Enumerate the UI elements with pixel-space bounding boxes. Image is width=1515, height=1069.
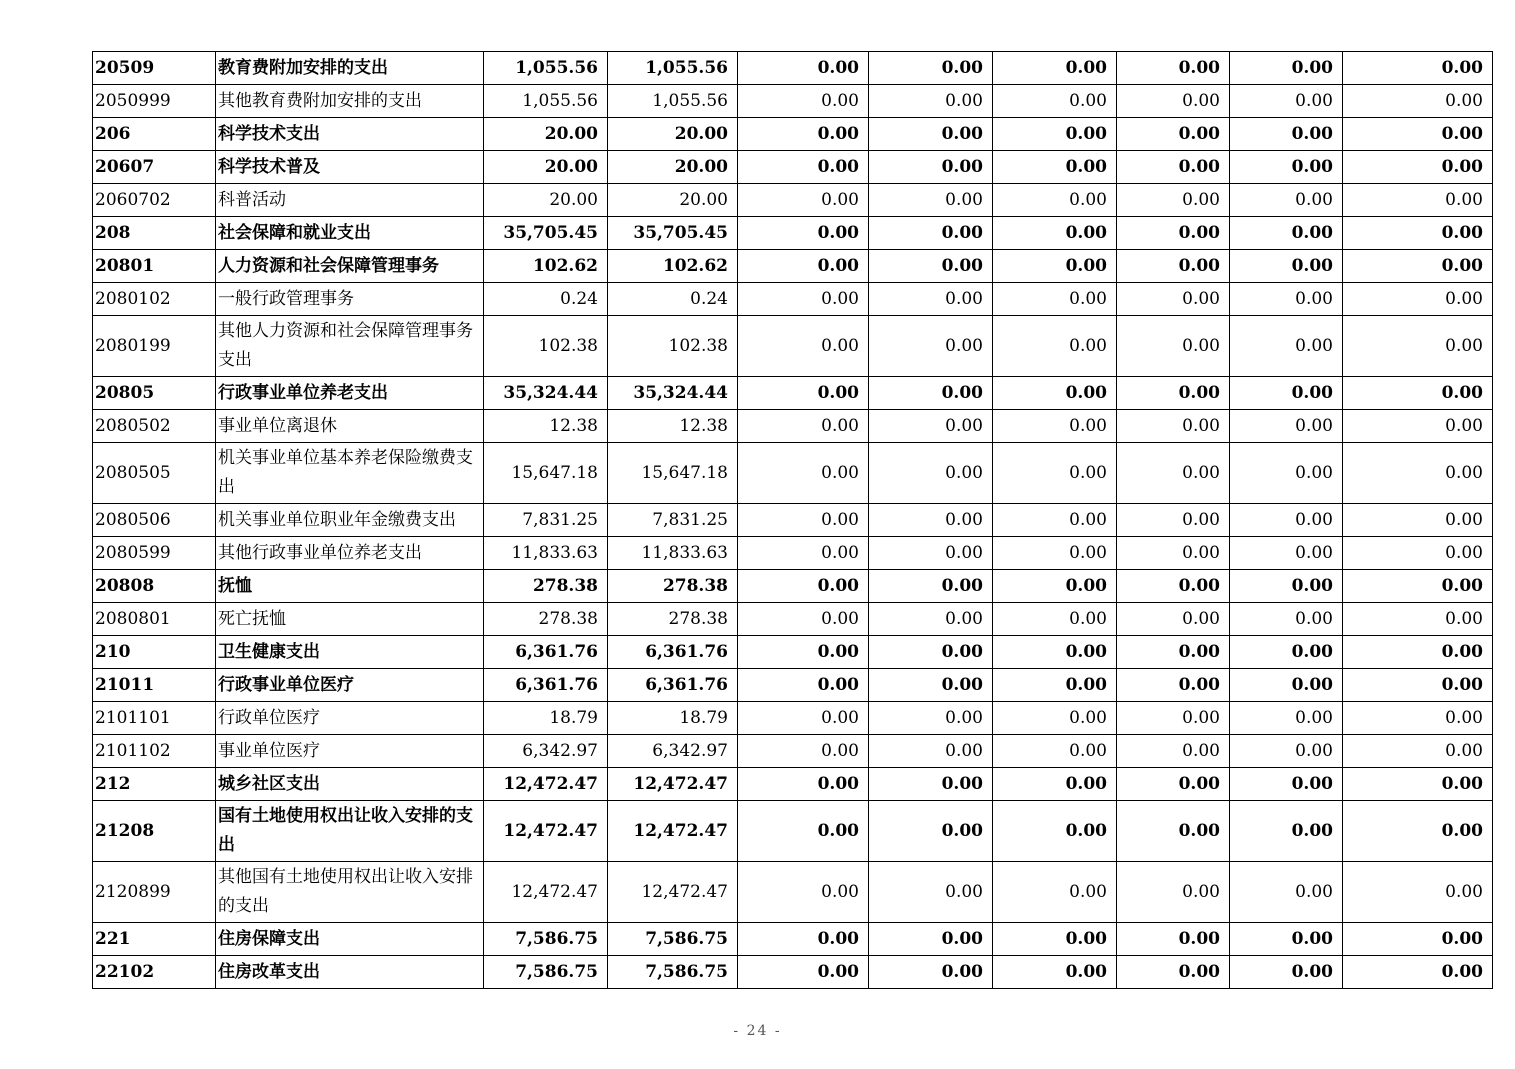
amount-cell: 0.00 bbox=[1230, 956, 1343, 989]
amount-cell: 6,361.76 bbox=[608, 636, 738, 669]
amount-cell: 0.00 bbox=[1343, 537, 1493, 570]
amount-cell: 7,831.25 bbox=[608, 504, 738, 537]
subject-code-cell: 2080506 bbox=[93, 504, 216, 537]
subject-code-cell: 20805 bbox=[93, 377, 216, 410]
amount-cell: 0.00 bbox=[738, 603, 869, 636]
amount-cell: 20.00 bbox=[484, 184, 608, 217]
amount-cell: 0.00 bbox=[1117, 801, 1230, 862]
amount-cell: 0.00 bbox=[993, 118, 1117, 151]
table-row bbox=[93, 801, 1493, 862]
amount-cell: 0.00 bbox=[869, 801, 993, 862]
amount-cell: 1,055.56 bbox=[608, 85, 738, 118]
amount-cell: 0.00 bbox=[738, 217, 869, 250]
amount-cell: 0.00 bbox=[1117, 603, 1230, 636]
amount-cell: 7,586.75 bbox=[608, 956, 738, 989]
table-body bbox=[93, 52, 1493, 989]
amount-cell: 0.00 bbox=[1343, 768, 1493, 801]
amount-cell: 0.00 bbox=[738, 52, 869, 85]
amount-cell: 0.00 bbox=[1230, 570, 1343, 603]
amount-cell: 12,472.47 bbox=[608, 801, 738, 862]
amount-cell: 0.00 bbox=[738, 956, 869, 989]
amount-cell: 0.00 bbox=[1230, 702, 1343, 735]
amount-cell: 0.00 bbox=[869, 504, 993, 537]
amount-cell: 0.00 bbox=[869, 85, 993, 118]
amount-cell: 0.00 bbox=[738, 768, 869, 801]
subject-code-cell: 2080502 bbox=[93, 410, 216, 443]
amount-cell: 0.00 bbox=[1343, 923, 1493, 956]
table-row bbox=[93, 184, 1493, 217]
amount-cell: 15,647.18 bbox=[608, 443, 738, 504]
subject-code-cell: 2080102 bbox=[93, 283, 216, 316]
amount-cell: 0.00 bbox=[1117, 923, 1230, 956]
amount-cell: 0.00 bbox=[1230, 316, 1343, 377]
amount-cell: 0.00 bbox=[1117, 570, 1230, 603]
amount-cell: 278.38 bbox=[608, 570, 738, 603]
amount-cell: 0.00 bbox=[1343, 504, 1493, 537]
table-row bbox=[93, 283, 1493, 316]
amount-cell: 0.00 bbox=[1117, 504, 1230, 537]
subject-code-cell: 22102 bbox=[93, 956, 216, 989]
amount-cell: 0.00 bbox=[869, 118, 993, 151]
amount-cell: 12.38 bbox=[608, 410, 738, 443]
amount-cell: 12,472.47 bbox=[484, 862, 608, 923]
table-row bbox=[93, 862, 1493, 923]
subject-name-cell: 机关事业单位基本养老保险缴费支出 bbox=[216, 443, 484, 504]
subject-name-cell: 科学技术普及 bbox=[216, 151, 484, 184]
subject-name-cell: 行政事业单位医疗 bbox=[216, 669, 484, 702]
amount-cell: 0.00 bbox=[1230, 801, 1343, 862]
amount-cell: 0.00 bbox=[993, 768, 1117, 801]
amount-cell: 0.00 bbox=[1230, 735, 1343, 768]
amount-cell: 102.62 bbox=[608, 250, 738, 283]
amount-cell: 0.00 bbox=[738, 283, 869, 316]
amount-cell: 0.00 bbox=[993, 669, 1117, 702]
subject-name-cell: 社会保障和就业支出 bbox=[216, 217, 484, 250]
table-row bbox=[93, 956, 1493, 989]
amount-cell: 0.00 bbox=[1230, 85, 1343, 118]
amount-cell: 0.00 bbox=[1117, 250, 1230, 283]
subject-code-cell: 206 bbox=[93, 118, 216, 151]
amount-cell: 0.00 bbox=[1117, 768, 1230, 801]
amount-cell: 0.00 bbox=[1343, 184, 1493, 217]
table-row bbox=[93, 603, 1493, 636]
subject-name-cell: 卫生健康支出 bbox=[216, 636, 484, 669]
amount-cell: 0.00 bbox=[738, 443, 869, 504]
amount-cell: 0.00 bbox=[738, 570, 869, 603]
amount-cell: 0.00 bbox=[1117, 669, 1230, 702]
amount-cell: 18.79 bbox=[608, 702, 738, 735]
table-row bbox=[93, 702, 1493, 735]
amount-cell: 0.00 bbox=[993, 52, 1117, 85]
amount-cell: 18.79 bbox=[484, 702, 608, 735]
amount-cell: 12,472.47 bbox=[484, 801, 608, 862]
amount-cell: 278.38 bbox=[608, 603, 738, 636]
amount-cell: 0.00 bbox=[869, 702, 993, 735]
amount-cell: 6,361.76 bbox=[484, 636, 608, 669]
amount-cell: 12,472.47 bbox=[608, 768, 738, 801]
amount-cell: 0.00 bbox=[1343, 862, 1493, 923]
subject-name-cell: 科学技术支出 bbox=[216, 118, 484, 151]
amount-cell: 0.00 bbox=[1117, 537, 1230, 570]
subject-name-cell: 行政事业单位养老支出 bbox=[216, 377, 484, 410]
amount-cell: 0.00 bbox=[1343, 85, 1493, 118]
subject-code-cell: 2060702 bbox=[93, 184, 216, 217]
amount-cell: 0.00 bbox=[1230, 217, 1343, 250]
amount-cell: 0.00 bbox=[1343, 603, 1493, 636]
amount-cell: 0.00 bbox=[1230, 768, 1343, 801]
amount-cell: 0.00 bbox=[1343, 316, 1493, 377]
amount-cell: 0.00 bbox=[993, 316, 1117, 377]
amount-cell: 12.38 bbox=[484, 410, 608, 443]
amount-cell: 20.00 bbox=[484, 151, 608, 184]
amount-cell: 0.00 bbox=[738, 250, 869, 283]
amount-cell: 0.00 bbox=[869, 410, 993, 443]
amount-cell: 20.00 bbox=[608, 151, 738, 184]
amount-cell: 0.00 bbox=[869, 735, 993, 768]
amount-cell: 0.00 bbox=[1343, 669, 1493, 702]
amount-cell: 0.00 bbox=[1230, 636, 1343, 669]
amount-cell: 0.00 bbox=[738, 801, 869, 862]
amount-cell: 0.00 bbox=[869, 283, 993, 316]
amount-cell: 0.00 bbox=[993, 537, 1117, 570]
amount-cell: 0.00 bbox=[993, 603, 1117, 636]
amount-cell: 0.00 bbox=[1343, 52, 1493, 85]
amount-cell: 0.00 bbox=[869, 443, 993, 504]
subject-code-cell: 2080801 bbox=[93, 603, 216, 636]
amount-cell: 12,472.47 bbox=[608, 862, 738, 923]
amount-cell: 0.00 bbox=[1343, 250, 1493, 283]
subject-name-cell: 其他人力资源和社会保障管理事务支出 bbox=[216, 316, 484, 377]
amount-cell: 0.00 bbox=[869, 377, 993, 410]
amount-cell: 0.00 bbox=[738, 636, 869, 669]
amount-cell: 102.38 bbox=[484, 316, 608, 377]
table-row bbox=[93, 52, 1493, 85]
amount-cell: 0.00 bbox=[1343, 151, 1493, 184]
page-number: - 24 - bbox=[733, 1023, 782, 1039]
amount-cell: 0.00 bbox=[869, 250, 993, 283]
subject-code-cell: 208 bbox=[93, 217, 216, 250]
amount-cell: 7,586.75 bbox=[484, 956, 608, 989]
amount-cell: 0.00 bbox=[869, 217, 993, 250]
amount-cell: 0.00 bbox=[869, 956, 993, 989]
table-row bbox=[93, 443, 1493, 504]
amount-cell: 35,324.44 bbox=[484, 377, 608, 410]
amount-cell: 0.00 bbox=[993, 283, 1117, 316]
amount-cell: 0.00 bbox=[869, 52, 993, 85]
amount-cell: 0.00 bbox=[738, 923, 869, 956]
amount-cell: 0.00 bbox=[993, 636, 1117, 669]
subject-code-cell: 212 bbox=[93, 768, 216, 801]
amount-cell: 7,586.75 bbox=[608, 923, 738, 956]
amount-cell: 0.00 bbox=[1230, 283, 1343, 316]
amount-cell: 0.00 bbox=[1343, 956, 1493, 989]
amount-cell: 0.00 bbox=[738, 377, 869, 410]
amount-cell: 0.00 bbox=[869, 151, 993, 184]
amount-cell: 0.00 bbox=[869, 537, 993, 570]
subject-code-cell: 2120899 bbox=[93, 862, 216, 923]
amount-cell: 0.00 bbox=[869, 923, 993, 956]
amount-cell: 0.00 bbox=[1117, 377, 1230, 410]
amount-cell: 278.38 bbox=[484, 603, 608, 636]
table-row bbox=[93, 151, 1493, 184]
amount-cell: 0.00 bbox=[1230, 151, 1343, 184]
subject-code-cell: 20808 bbox=[93, 570, 216, 603]
amount-cell: 0.00 bbox=[1230, 443, 1343, 504]
amount-cell: 35,324.44 bbox=[608, 377, 738, 410]
subject-name-cell: 教育费附加安排的支出 bbox=[216, 52, 484, 85]
amount-cell: 0.00 bbox=[993, 923, 1117, 956]
amount-cell: 0.00 bbox=[1117, 151, 1230, 184]
table-row bbox=[93, 85, 1493, 118]
amount-cell: 0.00 bbox=[738, 316, 869, 377]
amount-cell: 0.00 bbox=[869, 603, 993, 636]
subject-code-cell: 20607 bbox=[93, 151, 216, 184]
amount-cell: 0.00 bbox=[1117, 956, 1230, 989]
amount-cell: 11,833.63 bbox=[608, 537, 738, 570]
table-row bbox=[93, 735, 1493, 768]
table-row bbox=[93, 118, 1493, 151]
amount-cell: 0.00 bbox=[993, 85, 1117, 118]
amount-cell: 0.00 bbox=[1117, 52, 1230, 85]
subject-code-cell: 2101101 bbox=[93, 702, 216, 735]
subject-name-cell: 国有土地使用权出让收入安排的支出 bbox=[216, 801, 484, 862]
amount-cell: 0.00 bbox=[1230, 250, 1343, 283]
subject-name-cell: 机关事业单位职业年金缴费支出 bbox=[216, 504, 484, 537]
amount-cell: 15,647.18 bbox=[484, 443, 608, 504]
subject-name-cell: 其他教育费附加安排的支出 bbox=[216, 85, 484, 118]
amount-cell: 0.00 bbox=[993, 504, 1117, 537]
amount-cell: 0.00 bbox=[869, 636, 993, 669]
amount-cell: 0.00 bbox=[1343, 443, 1493, 504]
subject-code-cell: 21011 bbox=[93, 669, 216, 702]
amount-cell: 0.00 bbox=[1117, 702, 1230, 735]
amount-cell: 6,361.76 bbox=[484, 669, 608, 702]
amount-cell: 0.00 bbox=[993, 217, 1117, 250]
amount-cell: 0.00 bbox=[1343, 702, 1493, 735]
amount-cell: 102.38 bbox=[608, 316, 738, 377]
amount-cell: 20.00 bbox=[608, 118, 738, 151]
amount-cell: 7,831.25 bbox=[484, 504, 608, 537]
amount-cell: 0.00 bbox=[869, 768, 993, 801]
amount-cell: 0.00 bbox=[1230, 410, 1343, 443]
amount-cell: 6,342.97 bbox=[484, 735, 608, 768]
amount-cell: 0.00 bbox=[738, 85, 869, 118]
amount-cell: 0.00 bbox=[1230, 537, 1343, 570]
amount-cell: 0.00 bbox=[1343, 118, 1493, 151]
subject-code-cell: 2080199 bbox=[93, 316, 216, 377]
amount-cell: 0.00 bbox=[738, 669, 869, 702]
amount-cell: 12,472.47 bbox=[484, 768, 608, 801]
amount-cell: 0.00 bbox=[993, 443, 1117, 504]
amount-cell: 0.00 bbox=[869, 669, 993, 702]
amount-cell: 0.00 bbox=[993, 801, 1117, 862]
amount-cell: 0.00 bbox=[738, 735, 869, 768]
amount-cell: 0.00 bbox=[1117, 410, 1230, 443]
table-row bbox=[93, 504, 1493, 537]
amount-cell: 0.00 bbox=[1230, 184, 1343, 217]
table-row bbox=[93, 377, 1493, 410]
amount-cell: 0.00 bbox=[738, 702, 869, 735]
amount-cell: 0.00 bbox=[993, 377, 1117, 410]
amount-cell: 0.00 bbox=[1343, 377, 1493, 410]
amount-cell: 35,705.45 bbox=[484, 217, 608, 250]
amount-cell: 0.00 bbox=[1117, 283, 1230, 316]
subject-code-cell: 21208 bbox=[93, 801, 216, 862]
amount-cell: 0.00 bbox=[993, 862, 1117, 923]
subject-name-cell: 科普活动 bbox=[216, 184, 484, 217]
amount-cell: 0.00 bbox=[1117, 184, 1230, 217]
amount-cell: 0.00 bbox=[1343, 801, 1493, 862]
amount-cell: 0.00 bbox=[993, 956, 1117, 989]
amount-cell: 20.00 bbox=[484, 118, 608, 151]
amount-cell: 0.00 bbox=[1230, 504, 1343, 537]
subject-name-cell: 一般行政管理事务 bbox=[216, 283, 484, 316]
amount-cell: 0.24 bbox=[608, 283, 738, 316]
amount-cell: 0.00 bbox=[1117, 85, 1230, 118]
amount-cell: 0.00 bbox=[993, 250, 1117, 283]
amount-cell: 0.00 bbox=[1117, 316, 1230, 377]
subject-name-cell: 抚恤 bbox=[216, 570, 484, 603]
subject-name-cell: 城乡社区支出 bbox=[216, 768, 484, 801]
amount-cell: 0.00 bbox=[1343, 217, 1493, 250]
amount-cell: 0.00 bbox=[738, 118, 869, 151]
subject-name-cell: 住房保障支出 bbox=[216, 923, 484, 956]
subject-code-cell: 2080505 bbox=[93, 443, 216, 504]
subject-name-cell: 其他行政事业单位养老支出 bbox=[216, 537, 484, 570]
subject-name-cell: 事业单位医疗 bbox=[216, 735, 484, 768]
amount-cell: 0.00 bbox=[738, 504, 869, 537]
subject-name-cell: 事业单位离退休 bbox=[216, 410, 484, 443]
amount-cell: 7,586.75 bbox=[484, 923, 608, 956]
subject-name-cell: 行政单位医疗 bbox=[216, 702, 484, 735]
amount-cell: 1,055.56 bbox=[484, 85, 608, 118]
table-row bbox=[93, 636, 1493, 669]
subject-name-cell: 住房改革支出 bbox=[216, 956, 484, 989]
amount-cell: 278.38 bbox=[484, 570, 608, 603]
table-row bbox=[93, 316, 1493, 377]
amount-cell: 0.00 bbox=[993, 184, 1117, 217]
table-row bbox=[93, 570, 1493, 603]
amount-cell: 0.00 bbox=[1117, 217, 1230, 250]
table-row bbox=[93, 768, 1493, 801]
amount-cell: 0.00 bbox=[993, 702, 1117, 735]
subject-code-cell: 2080599 bbox=[93, 537, 216, 570]
subject-name-cell: 死亡抚恤 bbox=[216, 603, 484, 636]
amount-cell: 20.00 bbox=[608, 184, 738, 217]
amount-cell: 1,055.56 bbox=[484, 52, 608, 85]
amount-cell: 0.00 bbox=[1230, 377, 1343, 410]
subject-code-cell: 221 bbox=[93, 923, 216, 956]
amount-cell: 0.00 bbox=[993, 570, 1117, 603]
amount-cell: 0.00 bbox=[869, 570, 993, 603]
amount-cell: 0.00 bbox=[1117, 118, 1230, 151]
amount-cell: 0.00 bbox=[1343, 735, 1493, 768]
subject-name-cell: 人力资源和社会保障管理事务 bbox=[216, 250, 484, 283]
amount-cell: 0.00 bbox=[738, 862, 869, 923]
amount-cell: 0.00 bbox=[1230, 118, 1343, 151]
amount-cell: 1,055.56 bbox=[608, 52, 738, 85]
amount-cell: 0.00 bbox=[993, 151, 1117, 184]
amount-cell: 0.00 bbox=[1343, 636, 1493, 669]
amount-cell: 0.00 bbox=[1343, 570, 1493, 603]
subject-code-cell: 2050999 bbox=[93, 85, 216, 118]
amount-cell: 0.00 bbox=[1343, 283, 1493, 316]
subject-name-cell: 其他国有土地使用权出让收入安排的支出 bbox=[216, 862, 484, 923]
amount-cell: 6,342.97 bbox=[608, 735, 738, 768]
table-row bbox=[93, 410, 1493, 443]
amount-cell: 0.00 bbox=[1230, 669, 1343, 702]
amount-cell: 0.00 bbox=[1230, 52, 1343, 85]
table-row bbox=[93, 537, 1493, 570]
amount-cell: 0.00 bbox=[1117, 443, 1230, 504]
amount-cell: 0.00 bbox=[1230, 923, 1343, 956]
amount-cell: 0.00 bbox=[738, 151, 869, 184]
amount-cell: 0.00 bbox=[869, 184, 993, 217]
subject-code-cell: 20509 bbox=[93, 52, 216, 85]
amount-cell: 0.00 bbox=[993, 410, 1117, 443]
amount-cell: 0.24 bbox=[484, 283, 608, 316]
amount-cell: 0.00 bbox=[869, 316, 993, 377]
table-row bbox=[93, 217, 1493, 250]
amount-cell: 11,833.63 bbox=[484, 537, 608, 570]
budget-table bbox=[92, 51, 1493, 989]
amount-cell: 0.00 bbox=[1117, 636, 1230, 669]
amount-cell: 0.00 bbox=[738, 537, 869, 570]
subject-code-cell: 20801 bbox=[93, 250, 216, 283]
table-row bbox=[93, 250, 1493, 283]
amount-cell: 0.00 bbox=[993, 735, 1117, 768]
table-row bbox=[93, 923, 1493, 956]
amount-cell: 0.00 bbox=[1230, 603, 1343, 636]
amount-cell: 0.00 bbox=[1230, 862, 1343, 923]
amount-cell: 35,705.45 bbox=[608, 217, 738, 250]
amount-cell: 0.00 bbox=[1117, 862, 1230, 923]
amount-cell: 0.00 bbox=[1343, 410, 1493, 443]
amount-cell: 6,361.76 bbox=[608, 669, 738, 702]
amount-cell: 0.00 bbox=[869, 862, 993, 923]
amount-cell: 0.00 bbox=[738, 410, 869, 443]
amount-cell: 0.00 bbox=[738, 184, 869, 217]
table-row bbox=[93, 669, 1493, 702]
amount-cell: 0.00 bbox=[1117, 735, 1230, 768]
subject-code-cell: 2101102 bbox=[93, 735, 216, 768]
subject-code-cell: 210 bbox=[93, 636, 216, 669]
amount-cell: 102.62 bbox=[484, 250, 608, 283]
